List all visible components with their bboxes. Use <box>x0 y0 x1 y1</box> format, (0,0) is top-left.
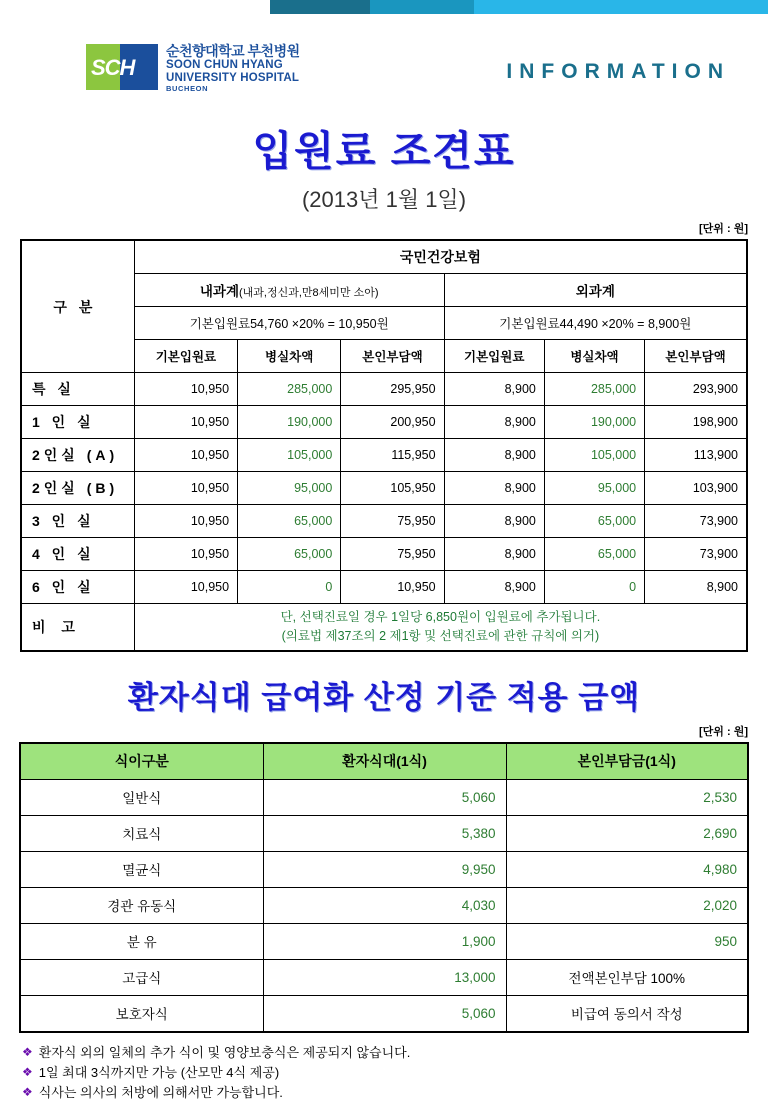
remark-label: 비 고 <box>21 604 134 651</box>
table-row <box>21 538 747 571</box>
meal-copay-6: 비급여 동의서 작성 <box>506 995 748 1032</box>
cell-3-5: 103,900 <box>645 472 747 505</box>
topbar-segment-1 <box>0 0 270 14</box>
formula-surgical: 기본입원료44,490 ×20% = 8,900원 <box>444 307 747 340</box>
unit-note-2: [단위 : 원] <box>699 725 748 738</box>
header-cell-insurance: 국민건강보험 <box>134 240 747 274</box>
top-color-bar <box>0 0 768 14</box>
cell-6-3: 8,900 <box>444 571 544 604</box>
document-header <box>0 44 768 116</box>
col-header-4: 병실차액 <box>544 340 644 373</box>
col-header-1: 병실차액 <box>238 340 341 373</box>
cell-0-4: 285,000 <box>544 373 644 406</box>
table-row <box>20 815 748 851</box>
logo-korean-name: 순천향대학교 부천병원 <box>166 43 300 59</box>
header-cell-division: 구 분 <box>21 240 134 373</box>
cell-4-3: 8,900 <box>444 505 544 538</box>
cell-3-3: 8,900 <box>444 472 544 505</box>
diamond-bullet-icon: ❖ <box>22 1084 33 1099</box>
row-label-5: 4 인 실 <box>21 538 134 571</box>
meal-price-5: 13,000 <box>263 959 506 995</box>
diamond-bullet-icon: ❖ <box>22 1064 33 1079</box>
cell-3-1: 95,000 <box>238 472 341 505</box>
meal-label-1: 치료식 <box>20 815 263 851</box>
meal-price-3: 4,030 <box>263 887 506 923</box>
cell-4-0: 10,950 <box>134 505 237 538</box>
cell-0-0: 10,950 <box>134 373 237 406</box>
meal-price-0: 5,060 <box>263 779 506 815</box>
page-title: 입원료 조견표 <box>252 128 516 174</box>
table-row <box>21 472 747 505</box>
logo-mark-text: SCH <box>91 55 135 80</box>
row-label-3: 2인실 (B) <box>21 472 134 505</box>
table-row <box>21 571 747 604</box>
footnote-item <box>22 1083 768 1103</box>
row-label-2: 2인실 (A) <box>21 439 134 472</box>
cell-1-4: 190,000 <box>544 406 644 439</box>
remark-line-1: 단, 선택진료일 경우 1일당 6,850원이 입원료에 추가됩니다. <box>280 610 601 624</box>
footnote-text-0: 환자식 외의 일체의 추가 식이 및 영양보충식은 제공되지 않습니다. <box>38 1044 411 1060</box>
cell-0-5: 293,900 <box>645 373 747 406</box>
table-row <box>21 406 747 439</box>
table-row <box>21 505 747 538</box>
information-heading: INFORMATION <box>506 60 730 83</box>
cell-6-5: 8,900 <box>645 571 747 604</box>
topbar-segment-2 <box>270 0 370 14</box>
meal-copay-1: 2,690 <box>506 815 748 851</box>
meal-label-3: 경관 유동식 <box>20 887 263 923</box>
meal-label-0: 일반식 <box>20 779 263 815</box>
footnote-text-2: 식사는 의사의 처방에 의해서만 가능합니다. <box>38 1084 283 1100</box>
logo-text-block <box>166 44 300 93</box>
cell-4-4: 65,000 <box>544 505 644 538</box>
table-row <box>20 779 748 815</box>
meal-copay-5: 전액본인부담 100% <box>506 959 748 995</box>
cell-4-2: 75,950 <box>341 505 444 538</box>
table-row-remark <box>21 604 747 651</box>
cell-5-5: 73,900 <box>645 538 747 571</box>
meal-copay-0: 2,530 <box>506 779 748 815</box>
footnote-item <box>22 1043 768 1063</box>
table-row <box>21 439 747 472</box>
cell-5-4: 65,000 <box>544 538 644 571</box>
diamond-bullet-icon: ❖ <box>22 1044 33 1059</box>
header-cell-internal <box>134 274 444 307</box>
row-label-0: 특 실 <box>21 373 134 406</box>
meal-label-4: 분 유 <box>20 923 263 959</box>
cell-1-2: 200,950 <box>341 406 444 439</box>
topbar-segment-3 <box>370 0 474 14</box>
cell-5-2: 75,950 <box>341 538 444 571</box>
cell-5-0: 10,950 <box>134 538 237 571</box>
page-subtitle: (2013년 1월 1일) <box>301 187 467 212</box>
table-row <box>20 851 748 887</box>
meal-price-2: 9,950 <box>263 851 506 887</box>
meal-price-4: 1,900 <box>263 923 506 959</box>
meal-copay-2: 4,980 <box>506 851 748 887</box>
cell-2-2: 115,950 <box>341 439 444 472</box>
meal-price-1: 5,380 <box>263 815 506 851</box>
logo-english-line2: UNIVERSITY HOSPITAL <box>166 71 300 84</box>
meal-section-title: 환자식대 급여화 산정 기준 적용 금액 <box>127 679 641 715</box>
meal-col-header-0: 식이구분 <box>20 743 263 780</box>
logo-english-line1: SOON CHUN HYANG <box>166 59 283 72</box>
table-row <box>20 923 748 959</box>
cell-0-2: 295,950 <box>341 373 444 406</box>
cell-4-5: 73,900 <box>645 505 747 538</box>
footnotes <box>22 1043 768 1103</box>
remark-body <box>134 604 747 651</box>
cell-5-1: 65,000 <box>238 538 341 571</box>
meal-col-header-2: 본인부담금(1식) <box>506 743 748 780</box>
cell-5-3: 8,900 <box>444 538 544 571</box>
cell-0-1: 285,000 <box>238 373 341 406</box>
formula-internal: 기본입원료54,760 ×20% = 10,950원 <box>134 307 444 340</box>
table-row <box>20 995 748 1032</box>
cell-2-1: 105,000 <box>238 439 341 472</box>
topbar-segment-4 <box>474 0 768 14</box>
meal-col-header-1: 환자식대(1식) <box>263 743 506 780</box>
row-label-6: 6 인 실 <box>21 571 134 604</box>
admission-fee-table <box>20 239 748 652</box>
row-label-1: 1 인 실 <box>21 406 134 439</box>
meal-label-2: 멸균식 <box>20 851 263 887</box>
dept-internal-label: 내과계 <box>199 284 239 299</box>
cell-1-0: 10,950 <box>134 406 237 439</box>
meal-copay-4: 950 <box>506 923 748 959</box>
meal-label-6: 보호자식 <box>20 995 263 1032</box>
remark-line-2: (의료법 제37조의 2 제1항 및 선택진료에 관한 규칙에 의거) <box>281 628 600 643</box>
meal-price-6: 5,060 <box>263 995 506 1032</box>
cell-6-0: 10,950 <box>134 571 237 604</box>
table-row <box>21 373 747 406</box>
header-cell-surgical: 외과계 <box>444 274 747 307</box>
cell-2-0: 10,950 <box>134 439 237 472</box>
table-row <box>20 959 748 995</box>
cell-2-3: 8,900 <box>444 439 544 472</box>
meal-copay-3: 2,020 <box>506 887 748 923</box>
unit-note-1: [단위 : 원] <box>699 223 748 235</box>
table-row <box>20 887 748 923</box>
cell-1-1: 190,000 <box>238 406 341 439</box>
cell-4-1: 65,000 <box>238 505 341 538</box>
footnote-text-1: 1일 최대 3식까지만 가능 (산모만 4식 제공) <box>38 1064 280 1080</box>
cell-6-4: 0 <box>544 571 644 604</box>
meal-label-5: 고급식 <box>20 959 263 995</box>
cell-3-2: 105,950 <box>341 472 444 505</box>
cell-2-4: 105,000 <box>544 439 644 472</box>
col-header-3: 기본입원료 <box>444 340 544 373</box>
cell-6-1: 0 <box>238 571 341 604</box>
col-header-0: 기본입원료 <box>134 340 237 373</box>
table-header-row <box>20 743 748 780</box>
cell-2-5: 113,900 <box>645 439 747 472</box>
col-header-5: 본인부담액 <box>645 340 747 373</box>
footnote-item <box>22 1063 768 1083</box>
cell-6-2: 10,950 <box>341 571 444 604</box>
cell-1-5: 198,900 <box>645 406 747 439</box>
row-label-4: 3 인 실 <box>21 505 134 538</box>
col-header-2: 본인부담액 <box>341 340 444 373</box>
dept-internal-sub: (내과,정신과,만8세미만 소아) <box>239 287 379 299</box>
hospital-logo <box>86 44 300 93</box>
table-row <box>21 240 747 274</box>
sch-logo-icon <box>86 44 158 90</box>
meal-fee-table <box>19 742 749 1033</box>
logo-english-line3: BUCHEON <box>166 83 209 93</box>
cell-3-4: 95,000 <box>544 472 644 505</box>
cell-1-3: 8,900 <box>444 406 544 439</box>
cell-3-0: 10,950 <box>134 472 237 505</box>
cell-0-3: 8,900 <box>444 373 544 406</box>
